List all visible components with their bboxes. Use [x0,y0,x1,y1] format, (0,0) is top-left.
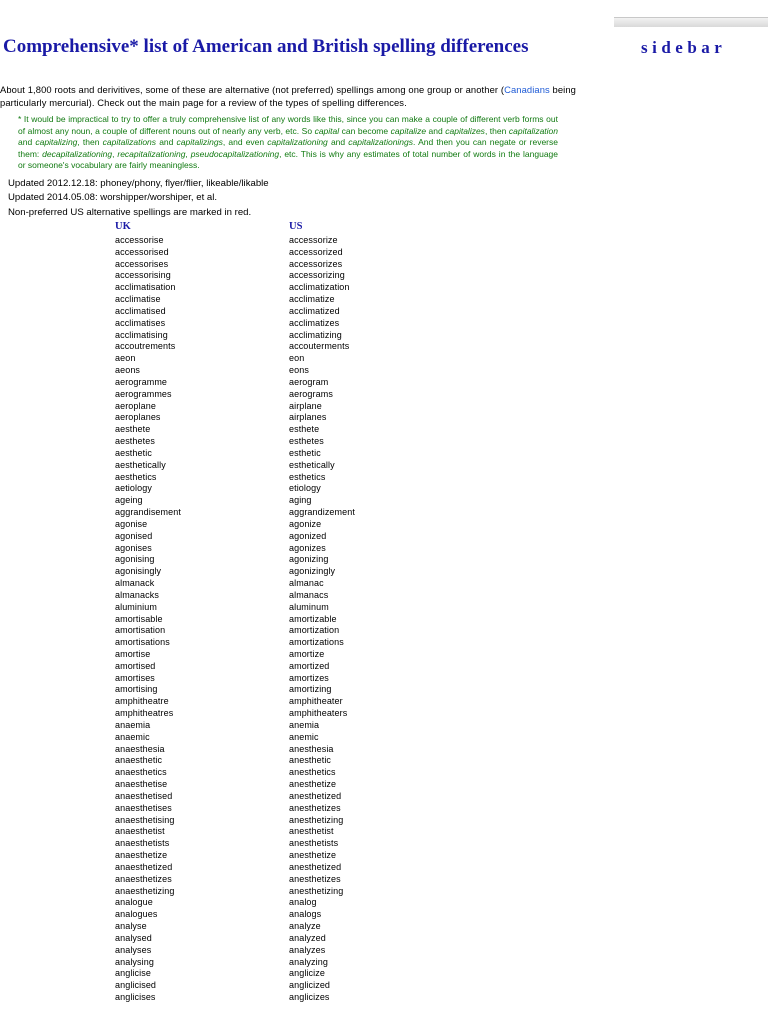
note-text: and [18,137,36,147]
us-word: amortizing [289,684,332,695]
uk-word: anaemic [115,731,150,742]
uk-word: acclimatise [115,294,161,305]
us-word: aluminum [289,601,329,612]
us-word: eons [289,365,309,376]
uk-word: amortisation [115,625,166,636]
us-word: aerogram [289,376,329,387]
uk-word: agonising [115,554,155,565]
us-word: agonizing [289,554,329,565]
uk-word: analysed [115,932,152,943]
us-word: analyzed [289,932,326,943]
uk-word: analyse [115,921,147,932]
us-word: agonizes [289,542,326,553]
us-word: analogs [289,909,322,920]
uk-word: anaesthetists [115,838,170,849]
us-word: anesthetizing [289,885,344,896]
uk-word: agonises [115,542,152,553]
us-word: accessorizing [289,270,345,281]
uk-word: anaesthetics [115,767,167,778]
uk-word: analyses [115,944,152,955]
uk-word: analogue [115,897,153,908]
uk-word: amortisations [115,637,170,648]
note-text: . And then you can negate or reverse them: [18,137,558,159]
uk-word: aluminium [115,601,157,612]
note-example: capitalizing [35,137,78,147]
us-word: analog [289,897,317,908]
us-word: accessorize [289,235,338,245]
uk-word: almanack [115,578,155,589]
note-text: and [156,137,177,147]
us-word: airplanes [289,412,327,423]
us-word: anesthetic [289,755,332,766]
uk-word: anaesthetized [115,861,173,872]
intro-paragraph [0,84,576,109]
us-word: anesthetize [289,779,337,790]
us-word: esthetically [289,459,335,470]
note-example: capitalizations [102,137,157,147]
note-text: and [327,137,349,147]
us-word: esthetics [289,471,326,482]
us-word: agonize [289,518,322,529]
uk-word: aggrandisement [115,507,181,518]
us-word: amortizable [289,613,337,624]
us-word: aggrandizement [289,507,355,518]
us-word: anesthetist [289,826,334,837]
us-word: amortize [289,648,325,659]
uk-word: aesthete [115,424,151,435]
note-text: and [426,125,446,136]
uk-word: anglicises [115,992,156,1002]
us-word: agonized [289,530,327,541]
sidebar-heading: sidebar [641,38,727,57]
note-example: capitalization [508,125,558,136]
update-line-1: Updated 2012.12.18: phoney/phony, flyer/flier, likeable/likable [8,178,269,189]
us-word: etiology [289,483,321,494]
uk-word: amortisable [115,613,163,624]
us-word: anglicize [289,968,325,979]
uk-word: anaesthetizing [115,885,175,896]
uk-word: ageing [115,495,143,506]
note-text: * It would be impractical to try to offer a truly comprehensive list of any words like this, since you can make a couple of different verb forms out of almost any noun, a couple of different nouns out of nearly any verb, etc. So [18,114,558,136]
footnote [18,114,558,172]
us-word: amortizes [289,672,329,683]
note-example: capitalizationing [267,137,328,147]
us-word: anglicizes [289,992,330,1002]
us-word: amortized [289,660,330,671]
us-word: analyzing [289,956,328,967]
us-word: anesthetize [289,850,337,861]
note-example: capital [314,125,340,136]
uk-word: amortises [115,672,155,683]
update-line-2: Updated 2014.05.08: worshipper/worshiper, et al. [8,192,218,203]
us-column-header: US [289,221,303,232]
us-word: esthete [289,424,320,435]
us-word: accessorized [289,246,343,257]
us-word: esthetes [289,436,324,447]
canadians-link[interactable]: Canadians [504,84,550,95]
uk-word: acclimatised [115,305,166,316]
us-word: acclimatizes [289,317,340,328]
uk-word: aeroplane [115,400,156,411]
us-word: anesthetizes [289,873,341,884]
note-text: , [185,148,191,159]
uk-word: anaesthetizes [115,873,172,884]
uk-word: aesthetes [115,436,155,447]
note-example: decapitalizationing [42,148,113,159]
uk-word: anaesthetist [115,826,165,837]
uk-word: aesthetic [115,447,152,458]
uk-word: anaesthetise [115,779,168,790]
us-word: analyze [289,921,321,932]
uk-word: aeroplanes [115,412,161,423]
us-word: anesthetizing [289,814,344,825]
us-word: anesthetizes [289,802,341,813]
note-text: can become [339,125,391,136]
note-text: , then [484,125,509,136]
uk-word: acclimatisation [115,282,176,293]
us-word: analyzes [289,944,326,955]
uk-word: analogues [115,909,158,920]
non-preferred-note: Non-preferred US alternative spellings are marked in red. [8,207,252,218]
uk-word: anaesthetises [115,802,172,813]
uk-word: aesthetically [115,459,166,470]
note-text: , and even [222,137,268,147]
uk-word: aeons [115,365,141,376]
uk-word: anglicise [115,968,151,979]
uk-word: analysing [115,956,154,967]
note-text: , then [77,137,103,147]
us-word: eon [289,353,305,364]
intro-text-before: About 1,800 roots and derivitives, some of these are alternative (not preferred) spellings among one group or another ( [0,84,505,95]
uk-word: accessorised [115,246,169,257]
us-word: anesthetized [289,790,342,801]
uk-word: almanacks [115,589,159,600]
uk-word: aesthetics [115,471,157,482]
us-word: anemic [289,731,319,742]
note-example: recapitalizationing [117,148,186,159]
uk-word: anaemia [115,719,151,730]
uk-word: aeon [115,353,136,364]
us-word: amortizations [289,637,344,648]
uk-word: acclimatising [115,329,168,340]
uk-word: amortised [115,660,156,671]
uk-word-list [115,235,181,1004]
note-example: capitalizings [176,137,223,147]
us-word: acclimatization [289,282,350,293]
us-word-list [289,235,355,1004]
uk-word: amortise [115,648,151,659]
uk-word: agonise [115,518,148,529]
uk-word: accessorising [115,270,171,281]
note-example: capitalizationings [348,137,414,147]
us-word: anemia [289,719,320,730]
uk-word: amphitheatres [115,708,174,719]
us-word: anesthesia [289,743,334,754]
note-text: , etc. This is why any estimates of total number of words in the language or someone's vocabulary are fairly meaningless. [18,148,558,170]
uk-word: anaesthetising [115,814,175,825]
uk-word: anaesthesia [115,743,165,754]
us-word: acclimatized [289,305,340,316]
uk-word: aerogrammes [115,388,172,399]
us-word: accessorizes [289,258,343,269]
uk-word: accessorise [115,235,164,245]
us-word: aerograms [289,388,333,399]
us-word: anglicized [289,980,331,991]
us-word: amortization [289,625,340,636]
us-word: anesthetics [289,767,336,778]
us-word: almanacs [289,589,329,600]
uk-word: aetiology [115,483,152,494]
sidebar-top-bar [614,17,768,27]
uk-word: accoutrements [115,341,176,352]
us-word: amphitheater [289,696,343,707]
us-word: acclimatize [289,294,335,305]
note-example: capitalize [390,125,427,136]
us-word: agonizingly [289,566,336,577]
us-word: amphitheaters [289,708,348,719]
uk-word: acclimatises [115,317,166,328]
uk-word: accessorises [115,258,169,269]
us-word: esthetic [289,447,321,458]
note-example: pseudocapitalizationing [190,148,280,159]
uk-word: amortising [115,684,158,695]
us-word: anesthetized [289,861,342,872]
us-word: acclimatizing [289,329,342,340]
us-word: anesthetists [289,838,339,849]
uk-word: anglicised [115,980,157,991]
intro-text-after: being particularly mercurial). Check out the main page for a review of the types of spelling differences. [0,84,576,108]
uk-word: anaesthetize [115,850,168,861]
us-word: airplane [289,400,322,411]
page-title: Comprehensive* list of American and British spelling differences [3,36,529,57]
uk-word: agonised [115,530,153,541]
us-word: accouterments [289,341,350,352]
uk-word: anaesthetic [115,755,163,766]
uk-word: anaesthetised [115,790,173,801]
note-text: , [112,148,118,159]
note-example: capitalizes [445,125,485,136]
us-word: aging [289,495,312,506]
uk-word: agonisingly [115,566,162,577]
uk-column-header: UK [115,221,131,232]
uk-word: amphitheatre [115,696,169,707]
us-word: almanac [289,578,324,589]
uk-word: aerogramme [115,376,168,387]
